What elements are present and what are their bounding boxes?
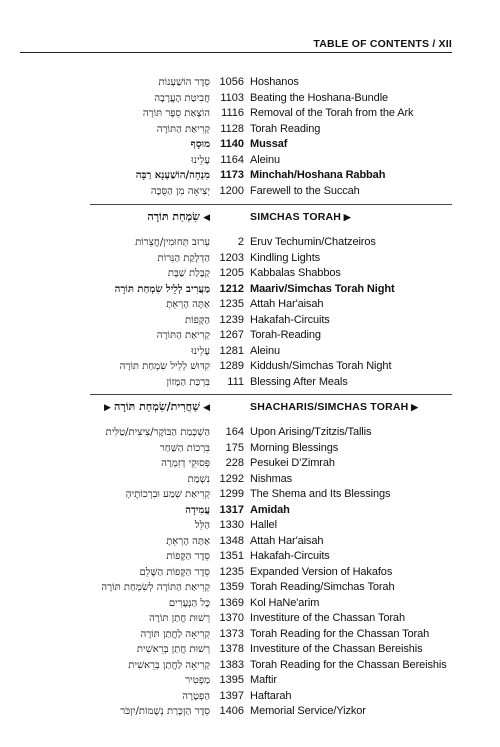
right-arrow-icon: ▶ <box>103 403 115 413</box>
page-header: TABLE OF CONTENTS / XII <box>313 38 452 50</box>
entry-english-title: Amidah <box>250 503 290 516</box>
entry-hebrew-title: סֵדֶר הַקָּפוֹת הַשָּׁלֵם <box>139 566 210 578</box>
toc-entry[interactable] <box>0 658 500 674</box>
entry-page-number: 1289 <box>219 360 244 372</box>
section-heading-hebrew <box>104 399 210 416</box>
entry-english-title: Torah Reading for the Chassan Bereishis <box>250 658 447 671</box>
section-sukkos-entries <box>0 75 500 199</box>
entry-hebrew-title: קְרִיאַת הַתּוֹרָה <box>156 123 210 135</box>
entry-english-title: Farewell to the Succah <box>250 184 360 197</box>
entry-english-title: Memorial Service/Yizkor <box>250 705 366 717</box>
section-shacharis-entries <box>0 425 500 720</box>
toc-entry[interactable] <box>0 611 500 627</box>
entry-hebrew-title: סֵדֶר הַזְכָּרַת נְשָׁמוֹת/יִזְכֹּר <box>120 706 210 717</box>
entry-page-number: 1281 <box>219 344 244 357</box>
entry-hebrew-title: מִנְחָה/הוֹשַׁעְנָא רַבָּה <box>135 170 210 181</box>
entry-hebrew-title: קְרִיאָה לַחֲתַן בְּרֵאשִׁית <box>128 659 210 671</box>
toc-entry[interactable] <box>0 251 500 267</box>
entry-english-title: Minchah/Hoshana Rabbah <box>250 169 386 181</box>
entry-hebrew-title: הַקָּפוֹת <box>185 314 210 326</box>
entry-english-title: Eruv Techumin/Chatzeiros <box>250 236 376 248</box>
toc-entry[interactable] <box>0 344 500 360</box>
entry-english-title: The Shema and Its Blessings <box>250 488 391 500</box>
entry-english-title: Kol HaNe'arim <box>250 596 320 609</box>
entry-english-title: Investiture of the Chassan Bereishis <box>250 643 423 655</box>
entry-english-title: Hallel <box>250 519 277 531</box>
section-simchas-torah-entries <box>0 235 500 390</box>
entry-english-title: Upon Arising/Tzitzis/Tallis <box>250 426 372 438</box>
entry-english-title: Kabbalas Shabbos <box>250 267 341 279</box>
entry-hebrew-title: מוּסָף <box>190 139 210 150</box>
entry-english-title: Beating the Hoshana-Bundle <box>250 91 389 104</box>
entry-hebrew-title: קַבָּלַת שַׁבָּת <box>167 268 210 279</box>
entry-page-number: 1292 <box>219 472 244 485</box>
entry-english-title: Torah Reading <box>250 122 321 135</box>
entry-english-title: Haftarah <box>250 689 292 702</box>
entry-hebrew-title: הַדְלָקַת הַנֵּרוֹת <box>157 252 210 264</box>
entry-hebrew-title: הַפְטָרָה <box>182 690 210 702</box>
entry-page-number: 1369 <box>219 596 244 609</box>
toc-entry[interactable] <box>0 375 500 391</box>
entry-hebrew-title: סֵדֶר הַקָּפוֹת <box>166 551 210 562</box>
toc-entry[interactable] <box>0 75 500 91</box>
left-arrow-icon: ◀ <box>199 403 210 413</box>
entry-page-number: 164 <box>225 426 244 438</box>
entry-page-number: 1351 <box>219 550 244 562</box>
entry-english-title: Kiddush/Simchas Torah Night <box>250 360 392 372</box>
toc-entry[interactable] <box>0 168 500 184</box>
entry-hebrew-title: עֲמִידָה <box>185 504 210 516</box>
entry-page-number: 1164 <box>220 153 244 166</box>
entry-page-number: 1173 <box>220 169 244 181</box>
toc-entry[interactable] <box>0 91 500 107</box>
entry-english-title: Hakafah-Circuits <box>250 313 330 326</box>
entry-hebrew-title: אַתָּה הָרְאֵתָ <box>166 535 210 547</box>
entry-page-number: 1373 <box>219 627 244 640</box>
entry-english-title: Blessing After Meals <box>250 375 348 388</box>
toc-entry[interactable] <box>0 549 500 565</box>
entry-english-title: Attah Har'aisah <box>250 298 324 310</box>
entry-hebrew-title: עָלֵינוּ <box>191 345 210 357</box>
entry-english-title: Attah Har'aisah <box>250 534 324 547</box>
entry-page-number: 1299 <box>219 488 244 500</box>
entry-hebrew-title: עֵרוּב תְּחוּמִין/חֲצֵרוֹת <box>135 237 210 248</box>
entry-page-number: 1116 <box>221 107 244 119</box>
entry-page-number: 1239 <box>219 313 244 326</box>
toc-entry[interactable] <box>0 503 500 519</box>
entry-hebrew-title: נִשְׁמַת <box>187 473 210 485</box>
entry-hebrew-title: רְשׁוּת חֲתַן בְּרֵאשִׁית <box>136 644 210 655</box>
toc-entry[interactable] <box>0 425 500 441</box>
toc-entry[interactable] <box>0 565 500 581</box>
entry-page-number: 1397 <box>219 689 244 702</box>
entry-hebrew-title: מַפְטִיר <box>185 675 210 686</box>
section-heading-hebrew-text: שִׂמְחַת תּוֹרָה <box>147 210 200 223</box>
entry-english-title: Mussaf <box>250 138 288 150</box>
toc-entry[interactable] <box>0 282 500 298</box>
entry-english-title: Morning Blessings <box>250 441 339 454</box>
entry-page-number: 1203 <box>219 251 244 264</box>
entry-page-number: 175 <box>225 441 244 454</box>
toc-entry[interactable] <box>0 313 500 329</box>
section-heading-hebrew-text: שַׁחֲרִית/שִׂמְחַת תּוֹרָה <box>114 400 200 413</box>
toc-entry[interactable] <box>0 137 500 153</box>
entry-english-title: Removal of the Torah from the Ark <box>250 107 414 119</box>
right-arrow-icon: ▶ <box>341 212 351 222</box>
entry-hebrew-title: סֵדֶר הוֹשַׁעְנוֹת <box>158 77 210 88</box>
entry-english-title: Torah Reading for the Chassan Torah <box>250 627 430 640</box>
entry-page-number: 1140 <box>220 138 244 150</box>
entry-english-title: Aleinu <box>250 153 280 166</box>
entry-english-title: Hoshanos <box>250 76 299 88</box>
entry-hebrew-title: קְרִיאַת הַתּוֹרָה <box>156 330 210 341</box>
entry-page-number: 1395 <box>219 674 244 686</box>
entry-hebrew-title: אַתָּה הָרְאֵתָ <box>166 299 210 310</box>
toc-entry[interactable] <box>0 456 500 472</box>
toc-entry[interactable] <box>0 487 500 503</box>
toc-entry[interactable] <box>0 441 500 457</box>
entry-page-number: 1235 <box>219 298 244 310</box>
section-divider <box>90 204 452 205</box>
toc-entry[interactable] <box>0 689 500 705</box>
entry-hebrew-title: הַשְׁכָּמַת הַבּוֹקֶר/צִיצִית/טַלִּית <box>105 427 210 438</box>
entry-hebrew-title: רְשׁוּת חֲתַן תּוֹרָה <box>149 613 210 624</box>
toc-entry[interactable] <box>0 673 500 689</box>
toc-entry[interactable] <box>0 106 500 122</box>
section-heading-english-text: SIMCHAS TORAH <box>250 211 342 223</box>
toc-entry[interactable] <box>0 359 500 375</box>
entry-hebrew-title: קִדּוּשׁ לְלֵיל שִׂמְחַת תּוֹרָה <box>119 361 210 372</box>
entry-hebrew-title: בִּרְכַּת הַמָּזוֹן <box>166 376 210 388</box>
section-heading-simchas-torah <box>0 209 500 225</box>
entry-hebrew-title: קְרִיאָה לַחֲתַן תּוֹרָה <box>140 628 210 640</box>
toc-entry[interactable] <box>0 472 500 488</box>
entry-hebrew-title: קְרִיאַת הַתּוֹרָה לְשִׂמְחַת תּוֹרָה <box>101 582 210 593</box>
entry-page-number: 1267 <box>219 329 244 341</box>
entry-page-number: 1235 <box>219 565 244 578</box>
entry-hebrew-title: חֲבִיטַת הָעֲרָבָה <box>154 92 210 104</box>
entry-page-number: 1212 <box>219 282 244 295</box>
entry-english-title: Expanded Version of Hakafos <box>250 565 393 578</box>
section-heading-english <box>250 399 418 415</box>
toc-entry[interactable] <box>0 642 500 658</box>
toc-entry[interactable] <box>0 153 500 169</box>
entry-page-number: 1348 <box>219 534 244 547</box>
section-heading-shacharis <box>0 399 500 415</box>
toc-entry[interactable] <box>0 184 500 200</box>
section-divider <box>90 394 452 395</box>
entry-page-number: 1370 <box>219 612 244 624</box>
toc-entry[interactable] <box>0 266 500 282</box>
entry-english-title: Kindling Lights <box>250 251 321 264</box>
entry-page-number: 1383 <box>219 658 244 671</box>
toc-entry[interactable] <box>0 580 500 596</box>
entry-page-number: 1205 <box>219 267 244 279</box>
entry-hebrew-title: מַעֲרִיב לְלֵיל שִׂמְחַת תּוֹרָה <box>114 283 210 295</box>
entry-page-number: 1056 <box>219 76 244 88</box>
section-heading-hebrew <box>147 209 210 226</box>
right-arrow-icon: ▶ <box>408 402 419 412</box>
entry-english-title: Torah-Reading <box>250 329 321 341</box>
toc-entry[interactable] <box>0 122 500 138</box>
entry-english-title: Maariv/Simchas Torah Night <box>250 282 395 295</box>
entry-english-title: Investiture of the Chassan Torah <box>250 612 405 624</box>
entry-page-number: 1359 <box>219 581 244 593</box>
entry-english-title: Nishmas <box>250 472 293 485</box>
entry-page-number: 1378 <box>219 643 244 655</box>
entry-hebrew-title: כָּל הַנְּעָרִים <box>168 597 210 609</box>
entry-page-number: 1317 <box>219 503 244 516</box>
entry-english-title: Aleinu <box>250 344 280 357</box>
entry-english-title: Hakafah-Circuits <box>250 550 330 562</box>
entry-hebrew-title: פְּסוּקֵי דְזִמְרָה <box>161 458 210 469</box>
entry-english-title: Torah Reading/Simchas Torah <box>250 581 395 593</box>
entry-english-title: Pesukei D'Zimrah <box>250 457 335 469</box>
toc-entry[interactable] <box>0 235 500 251</box>
toc-entry[interactable] <box>0 596 500 612</box>
entry-english-title: Maftir <box>250 674 277 686</box>
toc-entry[interactable] <box>0 328 500 344</box>
entry-page-number: 228 <box>225 457 244 469</box>
section-heading-english-text: SHACHARIS/SIMCHAS TORAH <box>250 401 409 413</box>
entry-page-number: 1200 <box>219 184 244 197</box>
entry-page-number: 111 <box>227 375 244 388</box>
header-rule <box>20 52 452 53</box>
entry-hebrew-title: יְצִיאָה מִן הַסֻּכָּה <box>150 185 210 197</box>
toc-entry[interactable] <box>0 534 500 550</box>
entry-hebrew-title: הוֹצָאַת סֵפֶר תּוֹרָה <box>142 108 210 119</box>
entry-hebrew-title: בִּרְכוֹת הַשַּׁחַר <box>159 442 210 454</box>
entry-page-number: 1128 <box>220 122 244 135</box>
entry-page-number: 1103 <box>220 91 244 104</box>
section-heading-english <box>250 209 351 225</box>
toc-entry[interactable] <box>0 627 500 643</box>
entry-hebrew-title: עָלֵינוּ <box>191 154 210 166</box>
left-arrow-icon: ◀ <box>199 213 210 223</box>
toc-entry[interactable] <box>0 297 500 313</box>
entry-page-number: 1406 <box>219 705 244 717</box>
toc-entry[interactable] <box>0 518 500 534</box>
entry-hebrew-title: הַלֵּל <box>194 520 210 531</box>
toc-entry[interactable] <box>0 704 500 720</box>
entry-page-number: 2 <box>237 236 244 248</box>
entry-hebrew-title: קְרִיאַת שְׁמַע וּבִרְכוֹתֶיהָ <box>125 489 210 500</box>
entry-page-number: 1330 <box>219 519 244 531</box>
